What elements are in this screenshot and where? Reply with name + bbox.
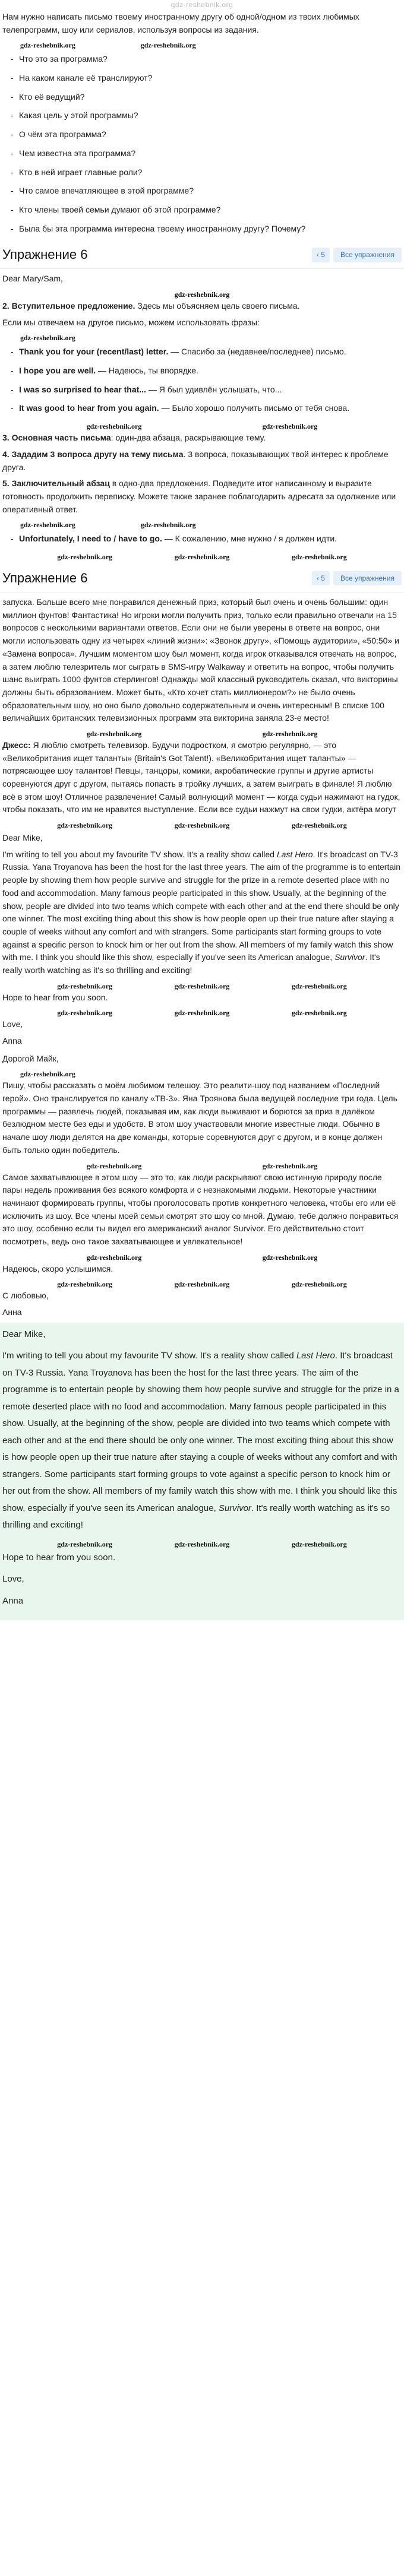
watermark-row bbox=[2, 820, 402, 831]
watermark: gdz-reshebnik.org bbox=[57, 1280, 113, 1289]
watermark: gdz-reshebnik.org bbox=[174, 290, 230, 299]
exercise-nav bbox=[312, 571, 402, 586]
letter-closing: Hope to hear from you soon. bbox=[2, 1552, 116, 1563]
paragraph: запуска. Больше всего мне понравился денежный приз, который был очень и очень большим: один миллион фунтов! Фантастика! Но игроки могли получить приз, только если правильно отвечали на 15 вопросов с несколькими вариантами ответов. Если они не были уверены в ответе на вопрос, они могли использовать одну из четырех «линий жизни»: «Звонок другу», «Помощь аудитории», «50:50» и «Замена вопроса». Лучшим моментом шоу был момент, когда игрок отказывался отвечать на вопрос, а затем люблю телезритель мог сыграть в SMS-игру Walkaway и ответить на вопрос, чтобы получить шанс выиграть 1000 фунтов стерлингов! Однажды мой классный руководитель сказал, что викторины должны быть образованием. Может быть, «Кто хочет стать миллионером?» не было очень образовательным шоу, но оно было довольно содержательным и очень интересным! В списке 100 величайших британских телевизионных программ эта викторина заняла 23-е место! bbox=[2, 597, 399, 723]
letter-greeting: Dear Mike, bbox=[2, 1329, 46, 1339]
exercise-title: Упражнение 6 bbox=[2, 247, 88, 262]
letter-love: С любовью, bbox=[2, 1291, 49, 1301]
watermark: gdz-reshebnik.org bbox=[57, 981, 113, 990]
watermark-row bbox=[2, 1279, 402, 1289]
list-item: - Кто её ведущий? bbox=[11, 91, 402, 104]
watermark: gdz-reshebnik.org bbox=[291, 1009, 347, 1018]
letter-russian bbox=[0, 1051, 404, 1319]
letter-closing: Hope to hear from you soon. bbox=[2, 992, 108, 1002]
list-item: - It was good to hear from you again. — Было хорошо получить письмо от тебя снова. bbox=[11, 402, 402, 415]
watermark-row bbox=[2, 552, 402, 562]
watermark-row bbox=[2, 1252, 402, 1263]
watermark-row bbox=[2, 421, 402, 432]
chevron-left-icon: ‹ bbox=[316, 251, 319, 259]
prev-exercise-button[interactable] bbox=[312, 571, 330, 586]
paragraph: Джесс: Я люблю смотреть телевизор. Будучи подростком, я смотрю регулярно, — это «Великобритания ищет таланты» (Britain's Got Talent!). «Великобритания ищет таланты» — потрясающее шоу талантов! Певцы, танцоры, комики, акробатические группы и другие артисты соревнуются друг с другом, пытаясь попасть в тройку лучших, а затем выиграть в финале! Я люблю всё в этом шоу! Отличное развлечение! Самый волнующий момент — когда судьи нажимают на гудок, чтобы показать, что им не нравится выступление. Если все судьи нажмут на свои гудки, актёра могут bbox=[2, 740, 400, 815]
texts-section bbox=[0, 595, 404, 831]
watermark-row bbox=[2, 1539, 402, 1550]
list-item: - Кто члены твоей семьи думают об этой программе? bbox=[11, 204, 402, 217]
list-item: - I was so surprised to hear that... — Я был удивлён услышать, что... bbox=[11, 384, 402, 397]
letter-signature: Anna bbox=[2, 1036, 22, 1045]
task-section bbox=[0, 9, 404, 235]
watermark: gdz-reshebnik.org bbox=[174, 821, 230, 830]
letter-greeting: Дорогой Майк, bbox=[2, 1053, 59, 1063]
task-intro: Нам нужно написать письмо твоему иностранному другу об одной/одном из твоих любимых телепрограмм, шоу или сериалов, используя вопросы из задания. bbox=[2, 12, 359, 34]
top-watermark: gdz-reshebnik.org bbox=[171, 1, 233, 9]
all-exercises-button[interactable]: Все упражнения bbox=[333, 571, 402, 586]
watermark: gdz-reshebnik.org bbox=[20, 334, 75, 343]
prev-exercise-button[interactable] bbox=[312, 248, 330, 262]
watermark: gdz-reshebnik.org bbox=[262, 422, 318, 431]
phrase-list bbox=[11, 346, 402, 415]
list-item: - I hope you are well. — Надеюсь, ты впорядке. bbox=[11, 365, 402, 378]
letter-closing: Надеюсь, скоро услышимся. bbox=[2, 1263, 113, 1273]
watermark: gdz-reshebnik.org bbox=[20, 41, 75, 50]
list-item: - Кто в ней играет главные роли? bbox=[11, 166, 402, 179]
watermark: gdz-reshebnik.org bbox=[291, 1280, 347, 1289]
main-part-paragraph: 3. Основная часть письма: один-два абзаца, раскрывающие тему. bbox=[2, 433, 266, 443]
watermark: gdz-reshebnik.org bbox=[174, 1539, 230, 1548]
questions-paragraph: 4. Зададим 3 вопроса другу на тему письма. 3 вопроса, показывающих твой интерес к проблеме друга. bbox=[2, 449, 389, 472]
watermark: gdz-reshebnik.org bbox=[57, 821, 113, 830]
closing-paragraph: 5. Заключительный абзац в одно-два предложения. Подведите итог написанному и выразите готовность продолжить переписку. Можете также заранее поблагодарить адресата за одолжение или оперативный ответ. bbox=[2, 479, 396, 514]
watermark: gdz-reshebnik.org bbox=[174, 981, 230, 990]
exercise-counter: 5 bbox=[321, 573, 325, 582]
list-item: - Unfortunately, I need to / have to go. — К сожалению, мне нужно / я должен идти. bbox=[11, 533, 402, 546]
letter-body: Пишу, чтобы рассказать о моём любимом телешоу. Это реалити-шоу под названием «Последний герой». Оно транслируется по каналу «ТВ-3». Яна Троянова была ведущей последние три года. Цель программы — развлечь людей, показывая им, как люди выживают и борются за приз в далёком безлюдном месте без еды и удобств. В этом шоу участвовали многие известные люди. Обычно в начале шоу люди делятся на две команды, которые соревнуются друг с другом, и в конце должен быть только один победитель. bbox=[2, 1081, 397, 1155]
list-item: - Что это за программа? bbox=[11, 53, 402, 66]
chevron-left-icon: ‹ bbox=[316, 573, 319, 582]
watermark-row bbox=[2, 40, 402, 50]
list-item: - Какая цель у этой программы? bbox=[11, 109, 402, 122]
watermark: gdz-reshebnik.org bbox=[86, 1161, 142, 1170]
watermark: gdz-reshebnik.org bbox=[291, 821, 347, 830]
watermark-row bbox=[2, 332, 402, 343]
question-list bbox=[11, 53, 402, 235]
watermark-row bbox=[2, 1161, 402, 1171]
list-item: - Чем известна эта программа? bbox=[11, 147, 402, 160]
letter-signature: Анна bbox=[2, 1307, 22, 1317]
watermark: gdz-reshebnik.org bbox=[262, 1253, 318, 1262]
watermark: gdz-reshebnik.org bbox=[291, 1539, 347, 1548]
end-phrase-list bbox=[11, 533, 402, 546]
list-item: - О чём эта программа? bbox=[11, 128, 402, 141]
letter-body: Самое захватывающее в этом шоу — это то, как люди раскрывают свою истинную природу после пары недель проживания без всякого комфорта и с незнакомыми людьми. Некоторые участники начинают формировать группы, чтобы проголосовать против конкретного человека, чтобы его или её исключить из шоу. Все члены моей семьи смотрят это шоу со мной. Думаю, тебе должно понравиться это шоу, особенно если ты видел его американский аналог Survivor. Его действительно стоит посмотреть, ведь оно такое захватывающее и увлекательное! bbox=[2, 1172, 399, 1246]
letter-love: Love, bbox=[2, 1019, 23, 1029]
letter-english-highlighted bbox=[0, 1323, 404, 1621]
watermark: gdz-reshebnik.org bbox=[57, 1009, 113, 1018]
letter-body: I'm writing to tell you about my favourite TV show. It's a reality show called Last Hero. It's broadcast on TV-3 Russia. Yana Troyanova has been the host for the last three years. The aim of the programme is to entertain people by showing them how people survive and struggle for the prize in a remote deserted place with no food and accommodation. Many famous people participated in this show. Usually, at the beginning of the show, people are divided into two teams which compete with each other and at the end there should be only one winner. The most exciting thing about this show is how people open up their true nature after staying a couple of weeks without any comfort and with strangers. Some participants start forming groups to vote against a specific person to knock him or her out from the show. All members of my family watch this show with me. I think you should like this show, especially if you've seen its American analogue, Survivor. It's really worth watching as it's so thrilling and exciting! bbox=[2, 849, 401, 975]
exercise-counter: 5 bbox=[321, 251, 325, 259]
watermark: gdz-reshebnik.org bbox=[86, 1253, 142, 1262]
list-item: - Thank you for your (recent/last) letter. — Спасибо за (недавнее/последнее) письмо. bbox=[11, 346, 402, 359]
list-item: - На каком канале её транслируют? bbox=[11, 72, 402, 85]
watermark: gdz-reshebnik.org bbox=[174, 1280, 230, 1289]
letter-greeting: Dear Mike, bbox=[2, 833, 43, 843]
letter-english bbox=[0, 831, 404, 1048]
watermark: gdz-reshebnik.org bbox=[86, 422, 142, 431]
list-item: - Что самое впечатляющее в этой программе? bbox=[11, 185, 402, 198]
structure-section bbox=[0, 271, 404, 562]
watermark: gdz-reshebnik.org bbox=[57, 1539, 113, 1548]
watermark: gdz-reshebnik.org bbox=[262, 1161, 318, 1170]
watermark: gdz-reshebnik.org bbox=[20, 521, 75, 530]
watermark: gdz-reshebnik.org bbox=[20, 1070, 75, 1079]
watermark: gdz-reshebnik.org bbox=[140, 41, 196, 50]
exercise-title: Упражнение 6 bbox=[2, 570, 88, 585]
watermark: gdz-reshebnik.org bbox=[140, 521, 196, 530]
watermark-row bbox=[2, 519, 402, 530]
watermark-row bbox=[2, 1007, 402, 1018]
watermark: gdz-reshebnik.org bbox=[291, 552, 347, 561]
watermark: gdz-reshebnik.org bbox=[174, 1009, 230, 1018]
intro-paragraph: 2. Вступительное предложение. Здесь мы объясняем цель своего письма. bbox=[2, 301, 300, 311]
watermark-row bbox=[2, 289, 402, 300]
all-exercises-button[interactable]: Все упражнения bbox=[333, 248, 402, 262]
watermark: gdz-reshebnik.org bbox=[262, 729, 318, 738]
exercise-toolbar bbox=[0, 565, 404, 592]
phrases-intro: Если мы отвечаем на другое письмо, можем использовать фразы: bbox=[2, 317, 260, 327]
letter-body: I'm writing to tell you about my favourite TV show. It's a reality show called Last Hero. It's broadcast on TV-3 Russia. Yana Troyanova has been the host for the last three years. The aim of the programme is to entertain people by showing them how people survive and struggle for the prize in a remote deserted place with no food and accommodation. Many famous people participated in this show. Usually, at the beginning of the show, people are divided into two teams which compete with each other and at the end there should be only one winner. The most exciting thing about this show is how people open up their true nature after staying a couple of weeks without any comfort and with strangers. Some participants start forming groups to vote against a specific person to knock him or her out from the show. All members of my family watch this show with me. I think you should like this show, especially if you've seen its American analogue, Survivor. It's really worth watching as it's so thrilling and exciting! bbox=[2, 1351, 399, 1531]
exercise-toolbar bbox=[0, 241, 404, 269]
watermark: gdz-reshebnik.org bbox=[57, 552, 113, 561]
watermark: gdz-reshebnik.org bbox=[86, 729, 142, 738]
exercise-nav bbox=[312, 248, 402, 262]
watermark-row bbox=[2, 1069, 402, 1079]
watermark-row bbox=[2, 981, 402, 991]
cut-line: Dear Mary/Sam, bbox=[2, 274, 63, 284]
letter-signature: Anna bbox=[2, 1595, 24, 1606]
watermark: gdz-reshebnik.org bbox=[174, 552, 230, 561]
watermark-row bbox=[2, 728, 402, 739]
watermark: gdz-reshebnik.org bbox=[291, 981, 347, 990]
list-item: - Была бы эта программа интересна твоему иностранному другу? Почему? bbox=[11, 223, 402, 236]
letter-love: Love, bbox=[2, 1574, 24, 1585]
